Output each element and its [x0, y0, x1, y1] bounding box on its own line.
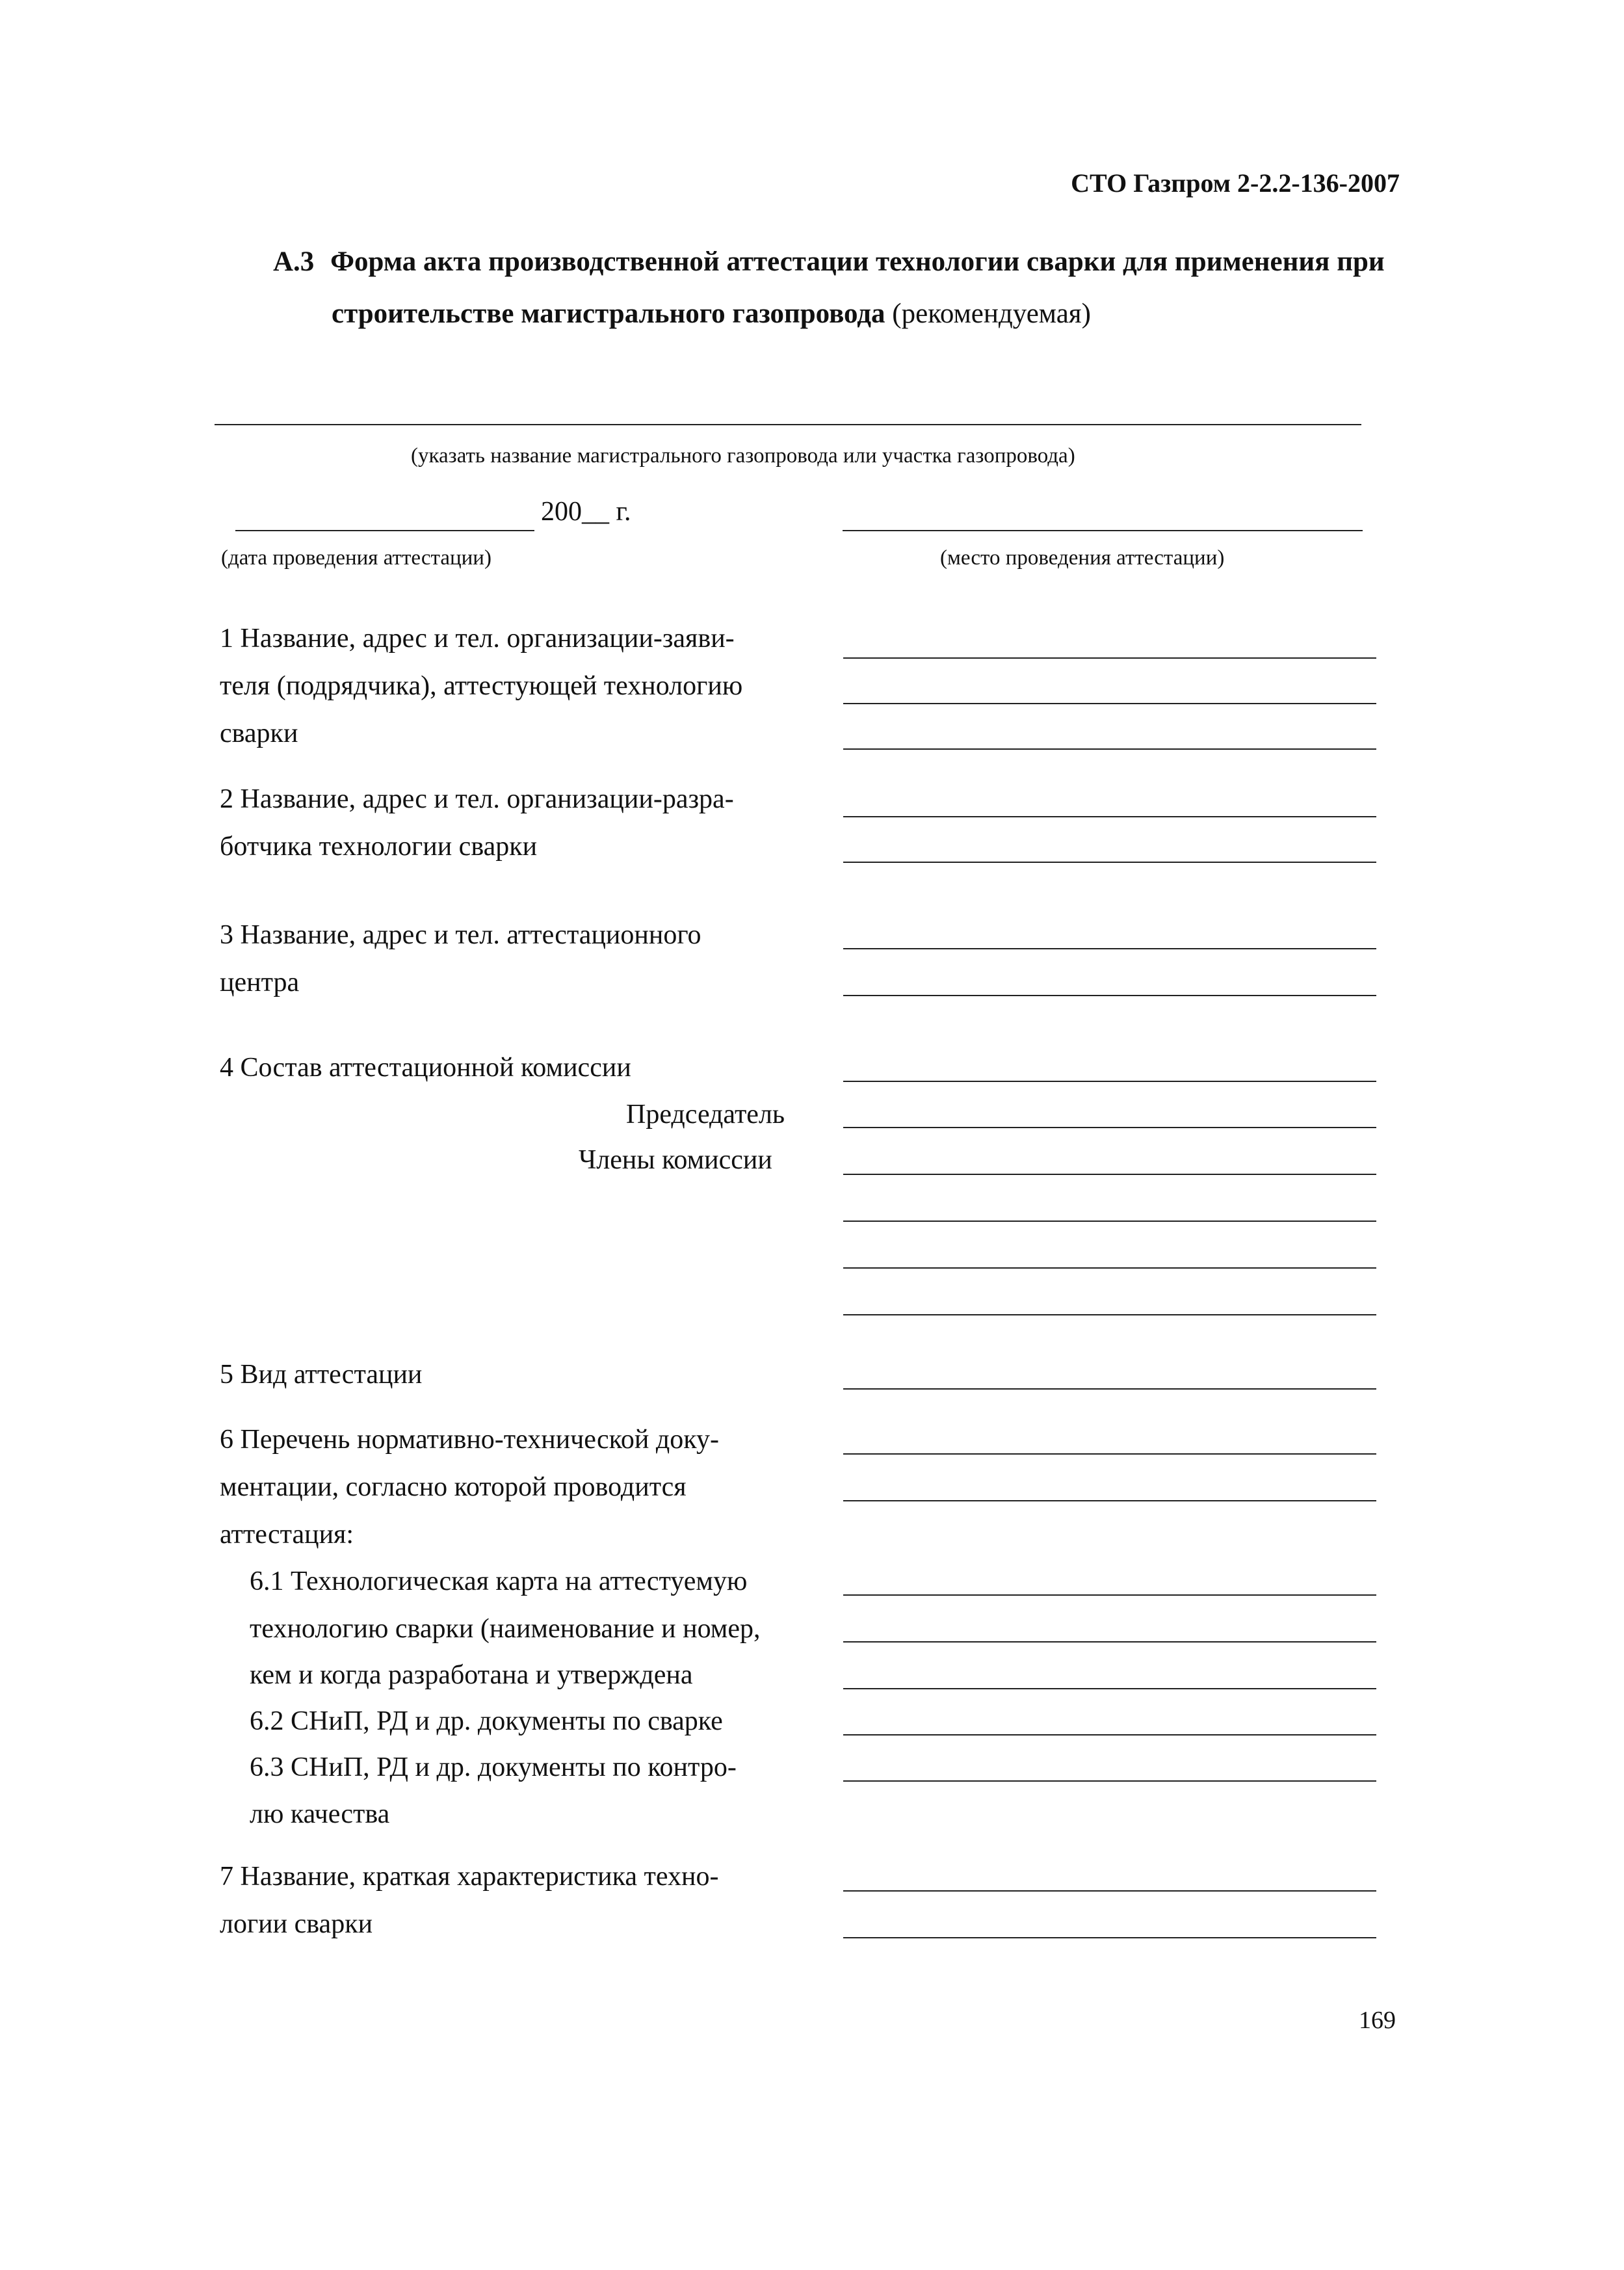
item1-line1: 1 Название, адрес и тел. организации-заяви-: [220, 624, 735, 653]
item4-field[interactable]: [843, 1081, 1376, 1082]
item5-label: 5 Вид аттестации: [220, 1360, 423, 1390]
commission-members-label: Члены комиссии: [579, 1145, 772, 1175]
item7-line2: логии сварки: [220, 1909, 373, 1939]
place-caption: (место проведения аттестации): [940, 546, 1225, 570]
item6-1-line2: технологию сварки (наименование и номер,: [250, 1614, 761, 1644]
pipeline-caption: (указать название магистрального газопровода или участка газопровода): [411, 444, 1075, 468]
commission-chair-label: Председатель: [626, 1100, 785, 1129]
item6-1-field-2[interactable]: [843, 1641, 1376, 1643]
item6-1-line1: 6.1 Технологическая карта на аттестуемую: [250, 1566, 748, 1596]
item6-line3: аттестация:: [220, 1520, 354, 1550]
member-field-3[interactable]: [843, 1267, 1376, 1269]
document-code: СТО Газпром 2-2.2-136-2007: [1071, 168, 1400, 198]
place-field[interactable]: [843, 530, 1363, 531]
appendix-title-bold: строительстве магистрального газопровода: [332, 298, 885, 329]
item1-field-2[interactable]: [843, 703, 1376, 704]
appendix-title-note: (рекомендуемая): [892, 298, 1091, 329]
item7-line1: 7 Название, краткая характеристика техно-: [220, 1862, 719, 1892]
appendix-title-line1: [273, 246, 1385, 278]
date-field[interactable]: [235, 530, 534, 531]
item1-line2: теля (подрядчика), аттестующей технологию: [220, 671, 743, 701]
item4-heading: 4 Состав аттестационной комиссии: [220, 1053, 631, 1083]
appendix-number: А.3: [273, 246, 315, 277]
appendix-title-text: Форма акта производственной аттестации технологии сварки для применения при: [330, 246, 1385, 277]
date-year: 200__ г.: [541, 497, 631, 527]
appendix-title-line2: [332, 298, 1091, 330]
item3-field-1[interactable]: [843, 948, 1376, 949]
item6-field-1[interactable]: [843, 1453, 1376, 1455]
item6-line2: ментации, согласно которой проводится: [220, 1472, 687, 1502]
item1-line3: сварки: [220, 719, 298, 748]
item7-field-2[interactable]: [843, 1937, 1376, 1938]
member-field-2[interactable]: [843, 1221, 1376, 1222]
item2-field-2[interactable]: [843, 862, 1376, 863]
chair-field[interactable]: [843, 1127, 1376, 1128]
item7-field-1[interactable]: [843, 1890, 1376, 1892]
pipeline-name-field[interactable]: [215, 424, 1361, 425]
item1-field-3[interactable]: [843, 748, 1376, 750]
item5-field[interactable]: [843, 1388, 1376, 1390]
page-number: 169: [1359, 2007, 1396, 2034]
item3-line2: центра: [220, 968, 300, 997]
item6-field-2[interactable]: [843, 1500, 1376, 1501]
item2-field-1[interactable]: [843, 816, 1376, 817]
item6-1-field-3[interactable]: [843, 1688, 1376, 1689]
item6-line1: 6 Перечень нормативно-технической доку-: [220, 1425, 720, 1455]
item6-3-line1: 6.3 СНиП, РД и др. документы по контро-: [250, 1752, 737, 1782]
member-field-4[interactable]: [843, 1314, 1376, 1315]
date-caption: (дата проведения аттестации): [221, 546, 491, 570]
item6-2-field[interactable]: [843, 1734, 1376, 1735]
item6-2-label: 6.2 СНиП, РД и др. документы по сварке: [250, 1706, 723, 1736]
item6-3-field[interactable]: [843, 1780, 1376, 1782]
item3-line1: 3 Название, адрес и тел. аттестационного: [220, 920, 701, 950]
item6-1-field-1[interactable]: [843, 1594, 1376, 1596]
item6-3-line2: лю качества: [250, 1799, 390, 1829]
item2-line2: ботчика технологии сварки: [220, 832, 538, 862]
item2-line1: 2 Название, адрес и тел. организации-разра-: [220, 784, 734, 814]
item1-field-1[interactable]: [843, 657, 1376, 659]
member-field-1[interactable]: [843, 1174, 1376, 1175]
item6-1-line3: кем и когда разработана и утверждена: [250, 1660, 693, 1690]
item3-field-2[interactable]: [843, 995, 1376, 996]
